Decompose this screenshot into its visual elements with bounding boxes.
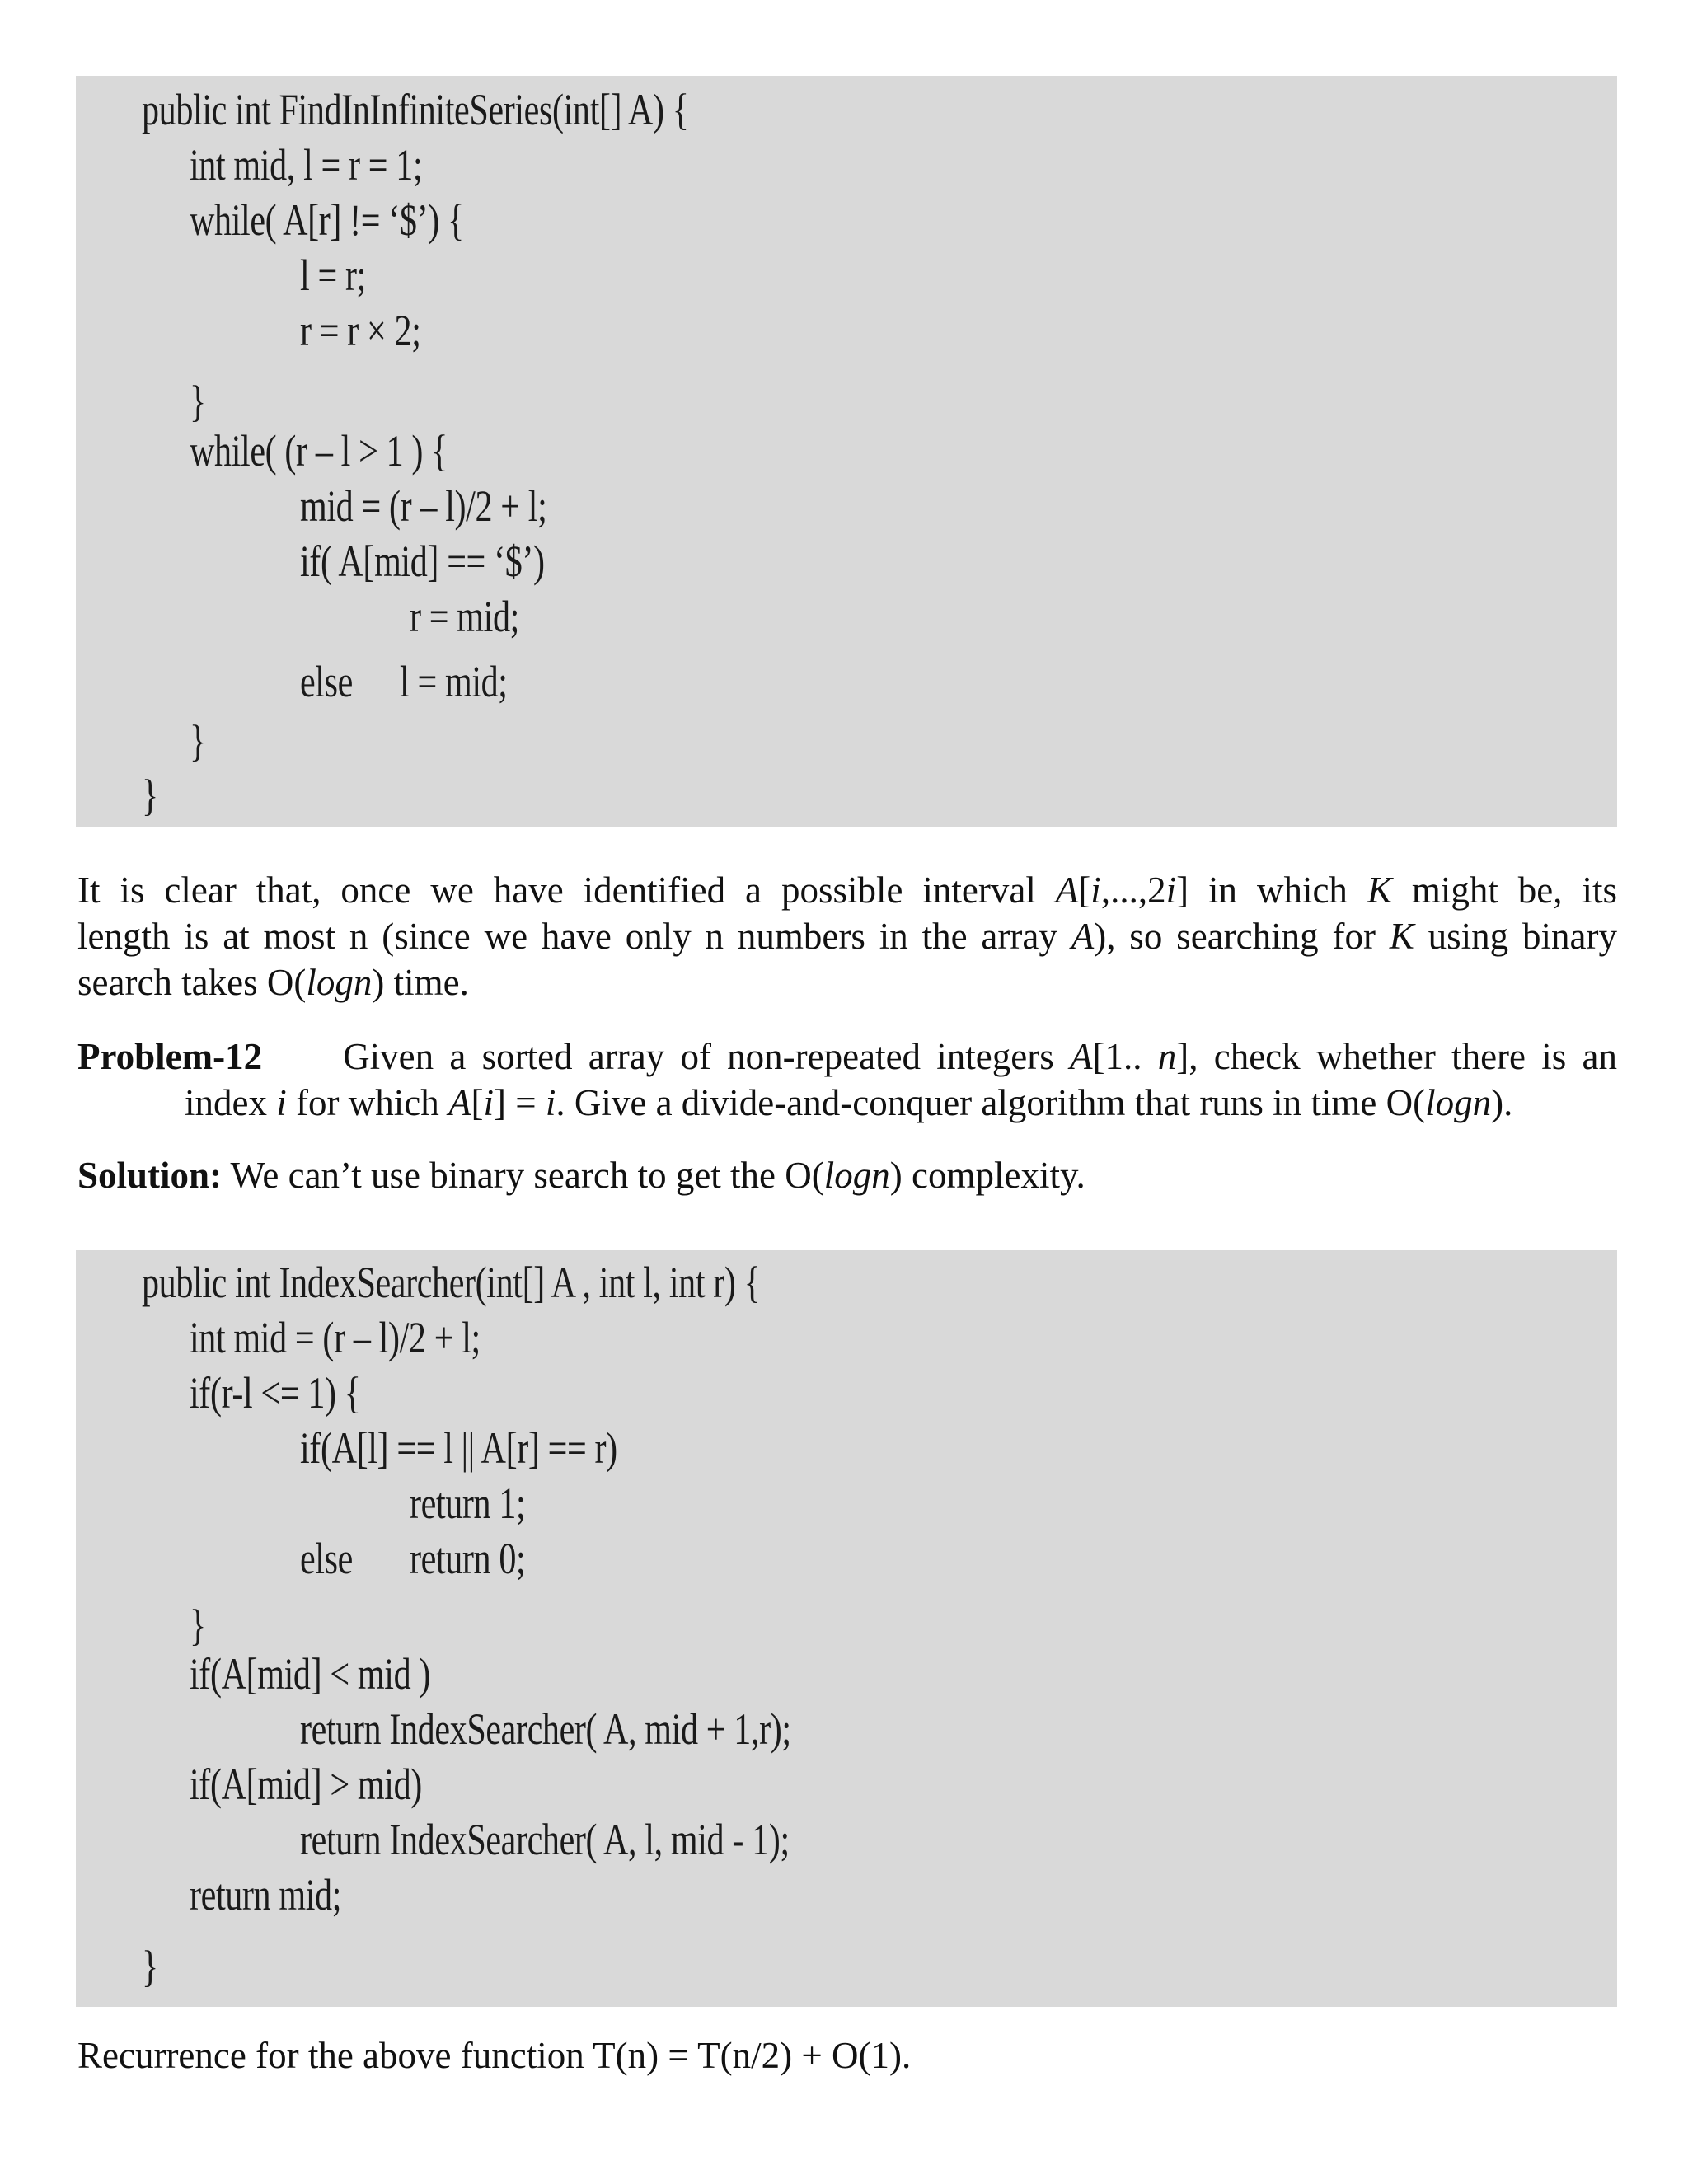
problem-label: Problem-12 bbox=[77, 1036, 263, 1077]
code-block-index-searcher bbox=[76, 1250, 1617, 2007]
code-line: if(A[mid] < mid ) bbox=[190, 1649, 431, 1699]
code-line: if( A[mid] == ‘$’) bbox=[300, 537, 545, 586]
recurrence-line: Recurrence for the above function T(n) = T(n/2) + O(1). bbox=[77, 2035, 912, 2076]
paragraph-line: search takes O(logn) time. bbox=[77, 962, 469, 1003]
code-line: return 1; bbox=[410, 1479, 526, 1528]
code-line: while( A[r] != ‘$’) { bbox=[190, 195, 464, 245]
code-line: if(r-l <= 1) { bbox=[190, 1368, 361, 1418]
paragraph-line: length is at most n (since we have only n numbers in the array A), so searching for K using binary bbox=[77, 916, 1618, 957]
problem-line: index i for which A[i] = i. Give a divide-and-conquer algorithm that runs in time O(logn). bbox=[185, 1082, 1513, 1123]
code-line: public int FindInInfiniteSeries(int[] A) { bbox=[142, 85, 689, 134]
code-line: l = r; bbox=[300, 251, 366, 300]
interval-paragraph bbox=[77, 867, 1617, 1005]
code-line: r = r × 2; bbox=[300, 306, 421, 355]
solution-label: Solution: bbox=[77, 1155, 223, 1196]
code-line: if(A[l] == l || A[r] == r) bbox=[300, 1423, 617, 1473]
code-line: return IndexSearcher( A, mid + 1,r); bbox=[300, 1704, 791, 1754]
code-line: mid = (r – l)/2 + l; bbox=[300, 481, 547, 531]
code-block-find-in-infinite-series bbox=[76, 76, 1617, 827]
code-line: if(A[mid] > mid) bbox=[190, 1760, 422, 1809]
code-line: } bbox=[142, 1942, 158, 1991]
code-line: int mid, l = r = 1; bbox=[190, 140, 423, 190]
problem-line: Problem-12 Given a sorted array of non-repeated integers A[1.. n], check whether there is an bbox=[77, 1036, 1617, 1077]
problem-12 bbox=[77, 1033, 1617, 1126]
code-line: r = mid; bbox=[410, 592, 519, 641]
code-line: } bbox=[190, 716, 206, 766]
code-line: else bbox=[300, 1534, 353, 1583]
code-line: } bbox=[190, 377, 206, 426]
code-line: l = mid; bbox=[400, 657, 508, 706]
paragraph-line: It is clear that, once we have identified a possible interval A[i,...,2i] in which K might be, its bbox=[77, 869, 1617, 911]
code-line: public int IndexSearcher(int[] A , int l, int r) { bbox=[142, 1258, 761, 1307]
code-line: return 0; bbox=[410, 1534, 526, 1583]
code-line: while( (r – l > 1 ) { bbox=[190, 426, 448, 476]
code-line: return IndexSearcher( A, l, mid - 1); bbox=[300, 1815, 790, 1864]
code-line: int mid = (r – l)/2 + l; bbox=[190, 1313, 481, 1362]
code-line: return mid; bbox=[190, 1870, 342, 1919]
code-line: else bbox=[300, 657, 353, 706]
code-line: } bbox=[190, 1601, 206, 1650]
solution-paragraph: Solution: We can’t use binary search to get the O(logn) complexity. bbox=[77, 1155, 1085, 1196]
code-line: } bbox=[142, 771, 158, 820]
